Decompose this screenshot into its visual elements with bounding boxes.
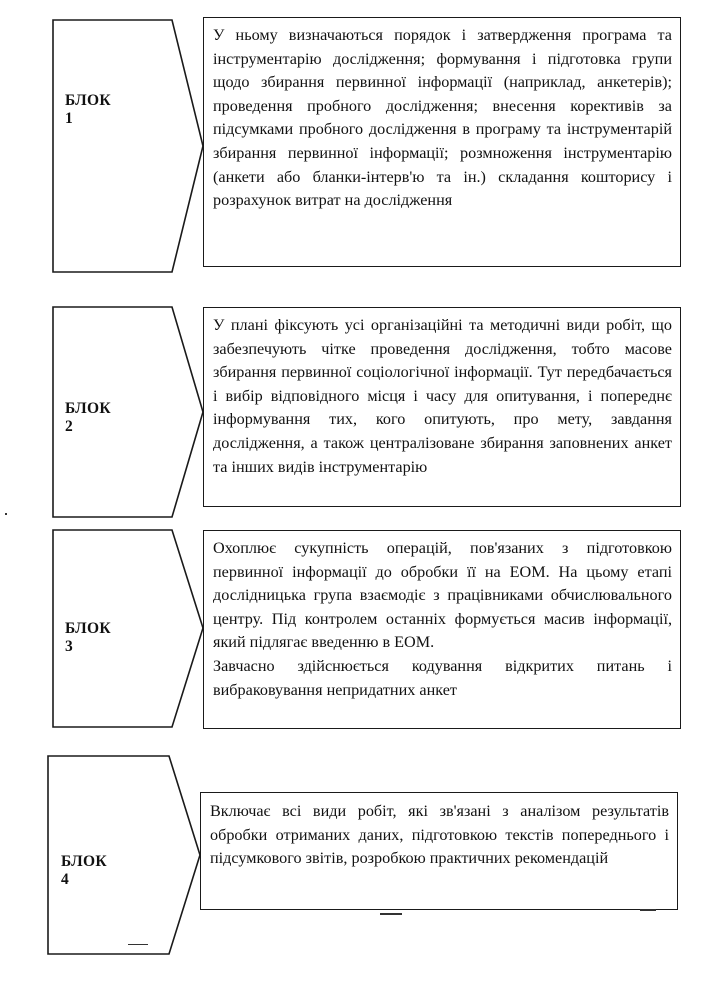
block-4-label: БЛОК 4 <box>61 853 107 888</box>
block-3-text-2: Завчасно здійснюється кодування відкритих питань і вибраковування непридатних анкет <box>213 656 672 699</box>
block-3-label: БЛОК 3 <box>65 620 111 655</box>
scan-speck <box>380 913 402 915</box>
scan-speck <box>640 909 656 911</box>
block-4-text: Включає всі види робіт, які зв'язані з аналізом результатів обробки отриманих даних, підготовкою текстів попереднього і підсумкового звітів, розробкою практичних рекомендацій <box>210 802 669 868</box>
block-2-text: У плані фіксують усі організаційні та методичні види робіт, що забезпечують чітке проведення дослідження, тобто масове збирання первинної соціологічної інформації. Тут передбачається і вибір відповідного місця і часу для опитування, і попереднє інформування тих, кого опитують, про мету, завдання дослідження, а також централізоване збирання заповнених анкет та інших видів інструментарію <box>213 316 672 476</box>
block-4-description <box>200 792 678 910</box>
block-1-label: БЛОК 1 <box>65 92 111 127</box>
block-2-label: БЛОК 2 <box>65 400 111 435</box>
block-3-text-1: Охоплює сукупність операцій, пов'язаних з підготовкою первинної інформації до обробки її на ЕОМ. На цьому етапі дослідницька група взаємодіє з працівниками обчислювального центру. Під контролем останніх формується масив інформації, який підлягає введенню в ЕОМ. <box>213 539 672 652</box>
block-1-text: У ньому визначаються порядок і затвердження програма та інструментарію дослідження; формування і підготовка групи щодо збирання первинної інформації (наприклад, анкетерів); проведення пробного дослідження; внесення корективів за підсумками пробного дослідження в програму та інструментарій збирання первинної інформації; розмноження інструментарію (анкети або бланки-інтерв'ю та ін.) складання кошторису і розрахунок витрат на дослідження <box>213 26 672 210</box>
scan-speck <box>5 513 7 515</box>
scan-speck <box>128 944 148 945</box>
